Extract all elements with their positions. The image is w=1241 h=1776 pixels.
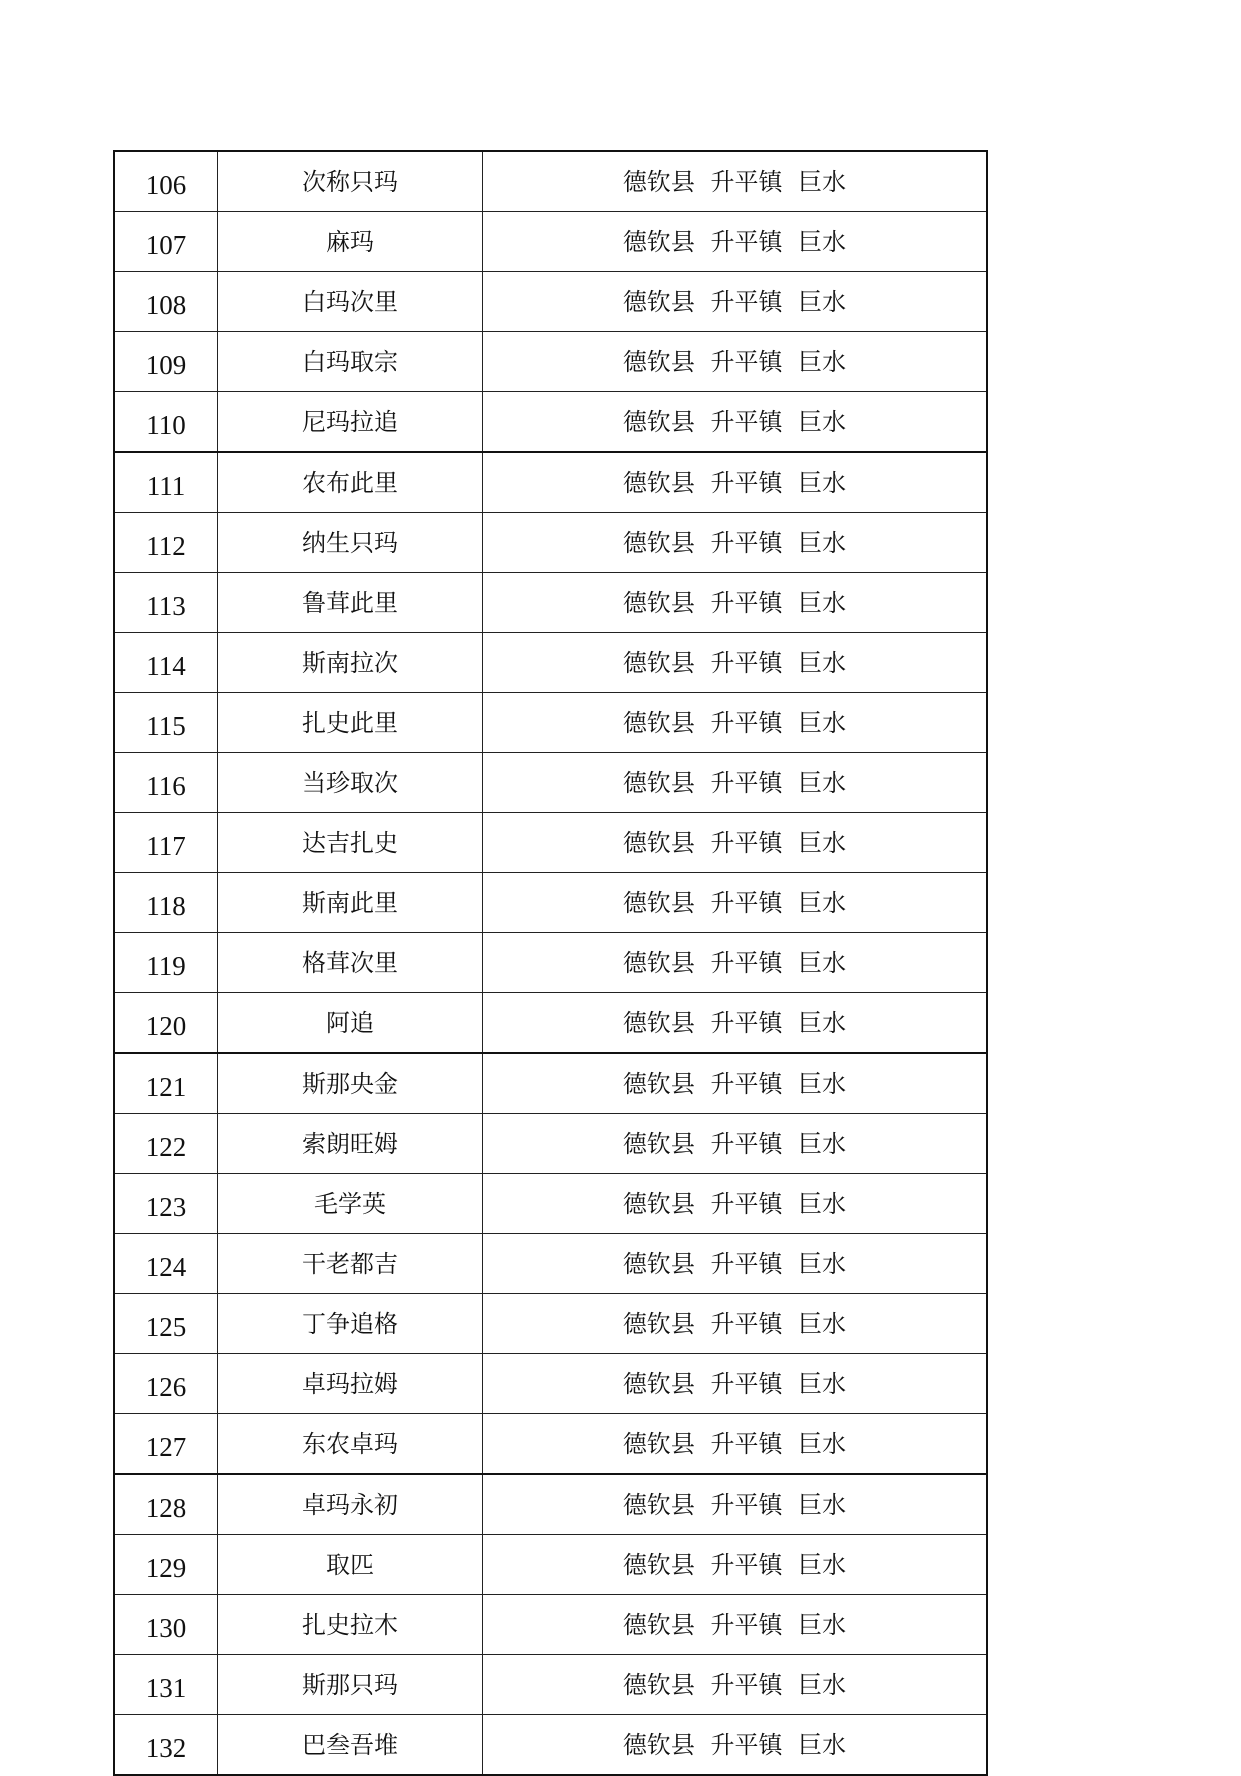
row-number-cell: 124 (114, 1234, 218, 1294)
name-cell: 白玛次里 (218, 272, 483, 332)
name-cell: 干老都吉 (218, 1234, 483, 1294)
row-number-cell: 111 (114, 452, 218, 513)
name-cell: 农布此里 (218, 452, 483, 513)
address-cell: 德钦县 升平镇 巨水 (483, 573, 988, 633)
row-number-cell: 126 (114, 1354, 218, 1414)
address-cell: 德钦县 升平镇 巨水 (483, 1715, 988, 1776)
table-row (114, 1414, 987, 1475)
table-row (114, 633, 987, 693)
name-cell: 斯那只玛 (218, 1655, 483, 1715)
address-cell: 德钦县 升平镇 巨水 (483, 1655, 988, 1715)
table-row (114, 1535, 987, 1595)
name-cell: 麻玛 (218, 212, 483, 272)
table-row (114, 272, 987, 332)
row-number-cell: 112 (114, 513, 218, 573)
table-row (114, 332, 987, 392)
table-row (114, 813, 987, 873)
table-row (114, 1715, 987, 1776)
row-number-cell: 127 (114, 1414, 218, 1475)
row-number-cell: 119 (114, 933, 218, 993)
name-cell: 扎史此里 (218, 693, 483, 753)
address-cell: 德钦县 升平镇 巨水 (483, 693, 988, 753)
name-cell: 丁争追格 (218, 1294, 483, 1354)
row-number-cell: 117 (114, 813, 218, 873)
row-number-cell: 107 (114, 212, 218, 272)
name-cell: 纳生只玛 (218, 513, 483, 573)
name-cell: 达吉扎史 (218, 813, 483, 873)
table-row (114, 693, 987, 753)
table-row (114, 513, 987, 573)
name-cell: 取匹 (218, 1535, 483, 1595)
row-number-cell: 108 (114, 272, 218, 332)
table-row (114, 873, 987, 933)
row-number-cell: 123 (114, 1174, 218, 1234)
name-cell: 斯南拉次 (218, 633, 483, 693)
row-number-cell: 113 (114, 573, 218, 633)
address-cell: 德钦县 升平镇 巨水 (483, 332, 988, 392)
address-cell: 德钦县 升平镇 巨水 (483, 1414, 988, 1475)
table-row (114, 1595, 987, 1655)
table-row (114, 753, 987, 813)
address-cell: 德钦县 升平镇 巨水 (483, 212, 988, 272)
address-cell: 德钦县 升平镇 巨水 (483, 513, 988, 573)
name-cell: 次称只玛 (218, 151, 483, 212)
address-cell: 德钦县 升平镇 巨水 (483, 452, 988, 513)
row-number-cell: 110 (114, 392, 218, 453)
table-row (114, 1114, 987, 1174)
table-row (114, 993, 987, 1054)
table-row (114, 212, 987, 272)
row-number-cell: 118 (114, 873, 218, 933)
row-number-cell: 132 (114, 1715, 218, 1776)
table-row (114, 573, 987, 633)
address-cell: 德钦县 升平镇 巨水 (483, 1114, 988, 1174)
address-cell: 德钦县 升平镇 巨水 (483, 392, 988, 453)
row-number-cell: 131 (114, 1655, 218, 1715)
table-row (114, 1294, 987, 1354)
address-cell: 德钦县 升平镇 巨水 (483, 1474, 988, 1535)
address-cell: 德钦县 升平镇 巨水 (483, 753, 988, 813)
table-row (114, 933, 987, 993)
address-cell: 德钦县 升平镇 巨水 (483, 1294, 988, 1354)
row-number-cell: 125 (114, 1294, 218, 1354)
table-row (114, 1234, 987, 1294)
roster-table (113, 150, 988, 1776)
name-cell: 巴叁吾堆 (218, 1715, 483, 1776)
row-number-cell: 122 (114, 1114, 218, 1174)
address-cell: 德钦县 升平镇 巨水 (483, 1174, 988, 1234)
name-cell: 卓玛永初 (218, 1474, 483, 1535)
address-cell: 德钦县 升平镇 巨水 (483, 151, 988, 212)
table-row (114, 452, 987, 513)
address-cell: 德钦县 升平镇 巨水 (483, 272, 988, 332)
row-number-cell: 120 (114, 993, 218, 1054)
name-cell: 阿追 (218, 993, 483, 1054)
name-cell: 鲁茸此里 (218, 573, 483, 633)
name-cell: 白玛取宗 (218, 332, 483, 392)
name-cell: 斯南此里 (218, 873, 483, 933)
table-row (114, 1354, 987, 1414)
row-number-cell: 115 (114, 693, 218, 753)
address-cell: 德钦县 升平镇 巨水 (483, 933, 988, 993)
address-cell: 德钦县 升平镇 巨水 (483, 1535, 988, 1595)
table-row (114, 1053, 987, 1114)
name-cell: 东农卓玛 (218, 1414, 483, 1475)
address-cell: 德钦县 升平镇 巨水 (483, 873, 988, 933)
address-cell: 德钦县 升平镇 巨水 (483, 1595, 988, 1655)
address-cell: 德钦县 升平镇 巨水 (483, 1234, 988, 1294)
name-cell: 索朗旺姆 (218, 1114, 483, 1174)
name-cell: 格茸次里 (218, 933, 483, 993)
address-cell: 德钦县 升平镇 巨水 (483, 813, 988, 873)
name-cell: 扎史拉木 (218, 1595, 483, 1655)
table-row (114, 151, 987, 212)
table-row (114, 392, 987, 453)
row-number-cell: 114 (114, 633, 218, 693)
row-number-cell: 109 (114, 332, 218, 392)
table-row (114, 1174, 987, 1234)
address-cell: 德钦县 升平镇 巨水 (483, 993, 988, 1054)
table-row (114, 1474, 987, 1535)
name-cell: 卓玛拉姆 (218, 1354, 483, 1414)
table-row (114, 1655, 987, 1715)
address-cell: 德钦县 升平镇 巨水 (483, 1354, 988, 1414)
row-number-cell: 121 (114, 1053, 218, 1114)
address-cell: 德钦县 升平镇 巨水 (483, 1053, 988, 1114)
row-number-cell: 130 (114, 1595, 218, 1655)
row-number-cell: 116 (114, 753, 218, 813)
name-cell: 毛学英 (218, 1174, 483, 1234)
name-cell: 斯那央金 (218, 1053, 483, 1114)
row-number-cell: 128 (114, 1474, 218, 1535)
row-number-cell: 129 (114, 1535, 218, 1595)
name-cell: 当珍取次 (218, 753, 483, 813)
row-number-cell: 106 (114, 151, 218, 212)
address-cell: 德钦县 升平镇 巨水 (483, 633, 988, 693)
name-cell: 尼玛拉追 (218, 392, 483, 453)
